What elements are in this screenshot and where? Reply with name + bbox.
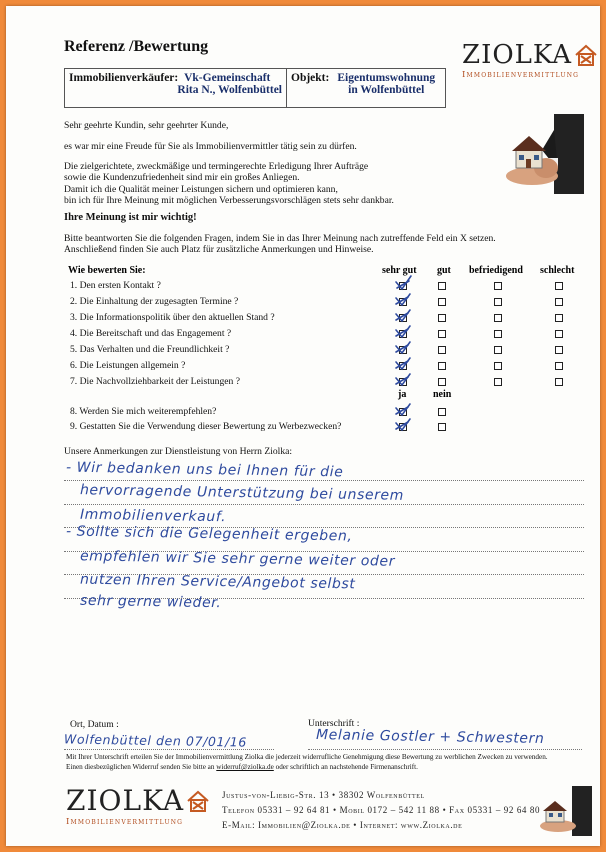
place-line [64, 749, 274, 750]
seller-label: Immobilienverkäufer: [69, 72, 179, 84]
intro-paragraph-1: es war mir eine Freude für Sie als Immobilienvermittler tätig sein zu dürfen. [64, 141, 357, 152]
footer-web: E-Mail: Immobilien@Ziolka.de • Internet: www.Ziolka.de [222, 820, 463, 830]
info-box [64, 68, 446, 108]
checkbox[interactable] [494, 282, 502, 290]
checkbox[interactable] [438, 298, 446, 306]
question-2: 2. Die Einhaltung der zugesagten Termine ? [70, 296, 239, 307]
consent-note [66, 752, 596, 772]
col-gut: gut [437, 265, 451, 276]
col-sehr-gut: sehr gut [382, 265, 417, 276]
handwritten-place-date: Wolfenbüttel den 07/01/16 [63, 731, 248, 750]
consent-text: Einen diesbezüglichen Widerruf senden Sie bitte an [66, 763, 217, 771]
greeting: Sehr geehrte Kundin, sehr geehrter Kunde, [64, 120, 229, 131]
footer-logo [66, 784, 210, 827]
logo-name: ZIOLKA [462, 40, 573, 70]
intro-line: Damit ich die Qualität meiner Leistungen sichern und optimieren kann, [64, 183, 338, 195]
checkbox[interactable] [438, 378, 446, 386]
checkbox[interactable] [438, 362, 446, 370]
checkbox[interactable] [494, 362, 502, 370]
question-3: 3. Die Informationspolitik über den aktuellen Stand ? [70, 312, 275, 323]
object-label: Objekt: [291, 72, 330, 84]
opinion-heading: Ihre Meinung ist mir wichtig! [64, 212, 197, 223]
reference-form-page [6, 6, 600, 846]
checkbox[interactable] [494, 314, 502, 322]
house-in-hands-image [498, 110, 584, 194]
handwritten-remark: empfehlen wir Sie sehr gerne weiter oder [79, 548, 396, 570]
remark-line [64, 504, 584, 505]
col-ja: ja [398, 389, 407, 400]
checkbox[interactable] [555, 378, 563, 386]
col-befriedigend: befriedigend [469, 265, 523, 276]
form-title: Referenz /Bewertung [64, 38, 209, 55]
checkbox[interactable] [494, 298, 502, 306]
seller-value: Vk-Gemeinschaft [184, 72, 271, 84]
remarks-heading: Unsere Anmerkungen zur Dienstleistung von Herrn Ziolka: [64, 446, 293, 457]
intro-line: sowie die Kundenzufriedenheit sind mir ein großes Anliegen. [64, 172, 300, 184]
house-x-icon [186, 789, 210, 813]
remark-line [64, 480, 584, 481]
footer-address: Justus-von-Liebig-Str. 13 • 38302 Wolfenbüttel [222, 790, 425, 800]
checkbox[interactable] [494, 330, 502, 338]
checkbox[interactable] [438, 408, 446, 416]
checkbox[interactable] [438, 346, 446, 354]
logo-subtitle: Immobilienvermittlung [462, 70, 580, 80]
handwritten-remark: hervorragende Unterstützung bei unserem [79, 482, 405, 504]
house-x-icon [574, 43, 598, 67]
instructions-line: Anschließend finden Sie auch Platz für zusätzliche Anmerkungen und Hinweise. [64, 244, 374, 256]
checkbox[interactable] [438, 423, 446, 431]
checkbox[interactable] [494, 378, 502, 386]
col-nein: nein [433, 389, 452, 400]
signature-line [308, 749, 582, 750]
footer-house-image [534, 786, 592, 836]
checkbox[interactable] [555, 314, 563, 322]
handwritten-checkmarks [392, 274, 416, 434]
handwritten-remark: sehr gerne wieder. [79, 592, 222, 612]
handwritten-remark: - Wir bedanken uns bei Ihnen für die [65, 459, 344, 481]
checkbox[interactable] [555, 330, 563, 338]
handwritten-remark: - Sollte sich die Gelegenheit ergeben, [65, 523, 353, 545]
checkbox[interactable] [494, 346, 502, 354]
checkbox[interactable] [438, 314, 446, 322]
intro-line: bin ich für Ihre Meinung mit möglichen Verbesserungsvorschlägen stets sehr dankbar. [64, 194, 394, 206]
instructions-line: Bitte beantworten Sie die folgenden Fragen, indem Sie in das Ihrer Meinung nach zutreffende Feld ein X setzen. [64, 233, 496, 244]
checkbox[interactable] [555, 298, 563, 306]
signature-label: Unterschrift : [308, 718, 360, 729]
revocation-email-link[interactable]: widerruf@ziolka.de [216, 763, 274, 771]
consent-line [66, 762, 596, 772]
rating-heading: Wie bewerten Sie: [68, 265, 146, 276]
checkbox[interactable] [555, 346, 563, 354]
place-date-label: Ort, Datum : [70, 719, 119, 730]
checkbox[interactable] [438, 330, 446, 338]
intro-paragraph-2 [64, 161, 394, 206]
footer-logo-subtitle: Immobilienvermittlung [66, 817, 184, 827]
question-1: 1. Den ersten Kontakt ? [70, 280, 161, 291]
handwritten-signature: Melanie Gostler + Schwestern [315, 727, 545, 747]
company-logo [462, 40, 598, 80]
col-schlecht: schlecht [540, 265, 575, 276]
object-value: Eigentumswohnung [337, 72, 436, 84]
footer-phones: Telefon 05331 – 92 64 81 • Mobil 0172 – 542 11 88 • Fax 05331 – 92 64 80 [222, 805, 541, 815]
question-5: 5. Das Verhalten und die Freundlichkeit ? [70, 344, 230, 355]
instructions [64, 233, 496, 256]
consent-text: oder schriftlich an nachstehende Firmenanschrift. [273, 763, 418, 771]
handwritten-remark: nutzen Ihren Service/Angebot selbst [79, 571, 356, 593]
checkbox[interactable] [555, 362, 563, 370]
question-9: 9. Gestatten Sie die Verwendung dieser Bewertung zu Werbezwecken? [70, 421, 342, 432]
footer-contact [222, 788, 540, 833]
object-location: in Wolfenbüttel [348, 84, 425, 96]
footer-logo-name: ZIOLKA [66, 784, 185, 817]
question-8: 8. Werden Sie mich weiterempfehlen? [70, 406, 217, 417]
intro-line: Die zielgerichtete, zweckmäßige und termingerechte Erledigung Ihrer Aufträge [64, 161, 369, 172]
seller-name: Rita N., Wolfenbüttel [177, 84, 282, 96]
question-6: 6. Die Leistungen allgemein ? [70, 360, 186, 371]
checkbox[interactable] [438, 282, 446, 290]
question-7: 7. Die Nachvollziehbarkeit der Leistungen ? [70, 376, 240, 387]
handwritten-remark: Immobilienverkauf. [79, 506, 227, 526]
checkbox[interactable] [555, 282, 563, 290]
question-4: 4. Die Bereitschaft und das Engagement ? [70, 328, 232, 339]
consent-line: Mit Ihrer Unterschrift erteilen Sie der Immobilienvermittlung Ziolka die jederzeit widerrufliche Genehmigung diese Bewertung zu werblichen Zwecken zu verwenden. [66, 753, 548, 761]
